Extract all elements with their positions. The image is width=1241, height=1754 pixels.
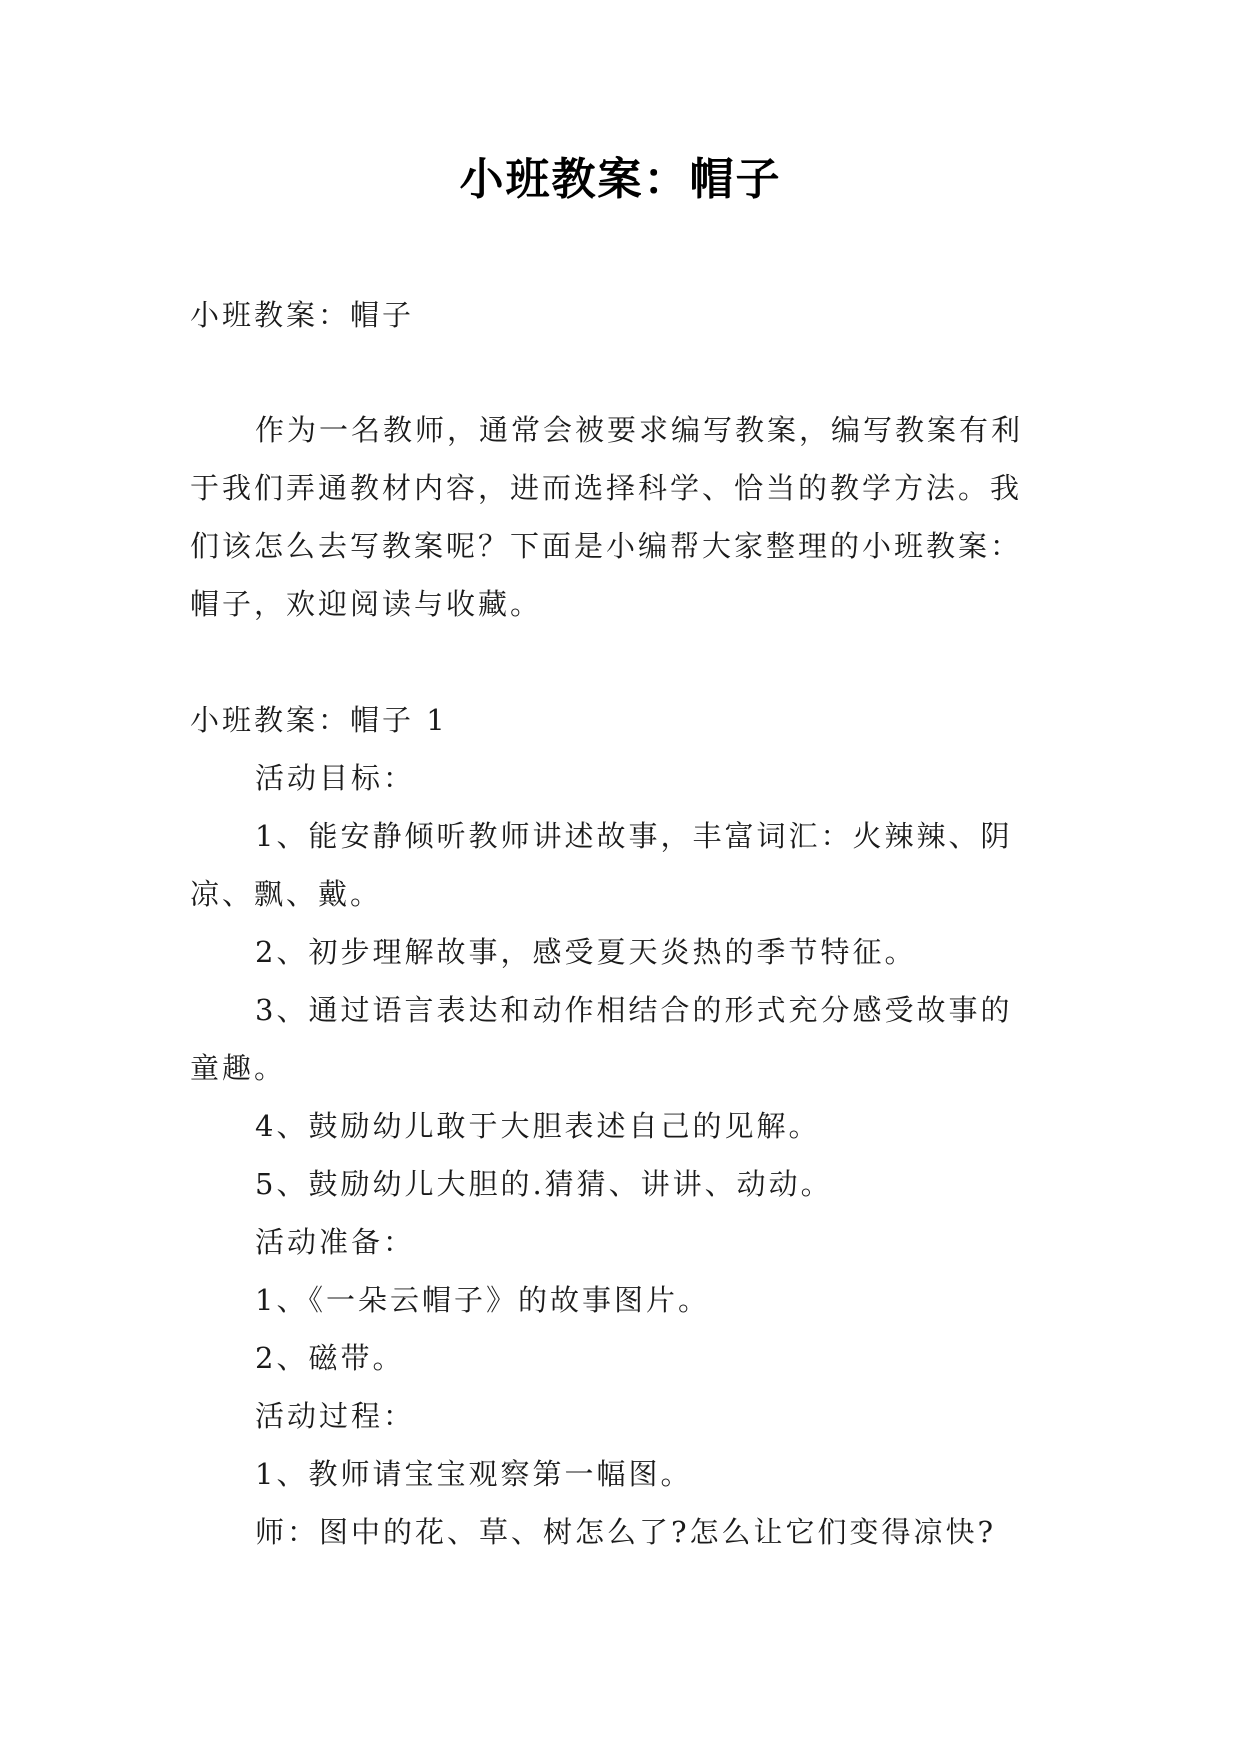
- body-line: 1、《一朵云帽子》的故事图片。: [255, 1283, 710, 1317]
- body-line: 1、能安静倾听教师讲述故事，丰富词汇：火辣辣、阴: [255, 819, 1013, 853]
- intro-line: 帽子，欢迎阅读与收藏。: [190, 587, 543, 621]
- page-title: 小班教案：帽子: [459, 154, 782, 205]
- body-line: 2、初步理解故事，感受夏天炎热的季节特征。: [255, 935, 917, 969]
- body-line: 活动目标：: [255, 761, 416, 795]
- body-line: 1、教师请宝宝观察第一幅图。: [255, 1457, 693, 1491]
- body-line: 3、通过语言表达和动作相结合的形式充分感受故事的: [255, 993, 1013, 1027]
- body-line: 师：图中的花、草、树怎么了?怎么让它们变得凉快?: [255, 1515, 997, 1549]
- body-line: 凉、飘、戴。: [190, 877, 383, 911]
- body-line: 童趣。: [190, 1051, 287, 1085]
- intro-line: 们该怎么去写教案呢？下面是小编帮大家整理的小班教案：: [190, 529, 1023, 563]
- body-line: 4、鼓励幼儿敢于大胆表述自己的见解。: [255, 1109, 821, 1143]
- body-line: 2、磁带。: [255, 1341, 405, 1375]
- intro-line: 作为一名教师，通常会被要求编写教案，编写教案有利: [255, 413, 1024, 447]
- body-line: 5、鼓励幼儿大胆的.猜猜、讲讲、动动。: [255, 1167, 833, 1201]
- section-heading: 小班教案：帽子 1: [190, 703, 448, 737]
- body-line: 活动过程：: [255, 1399, 416, 1433]
- body-line: 活动准备：: [255, 1225, 416, 1259]
- document-subtitle: 小班教案：帽子: [190, 298, 415, 332]
- intro-line: 于我们弄通教材内容，进而选择科学、恰当的教学方法。我: [190, 471, 1023, 505]
